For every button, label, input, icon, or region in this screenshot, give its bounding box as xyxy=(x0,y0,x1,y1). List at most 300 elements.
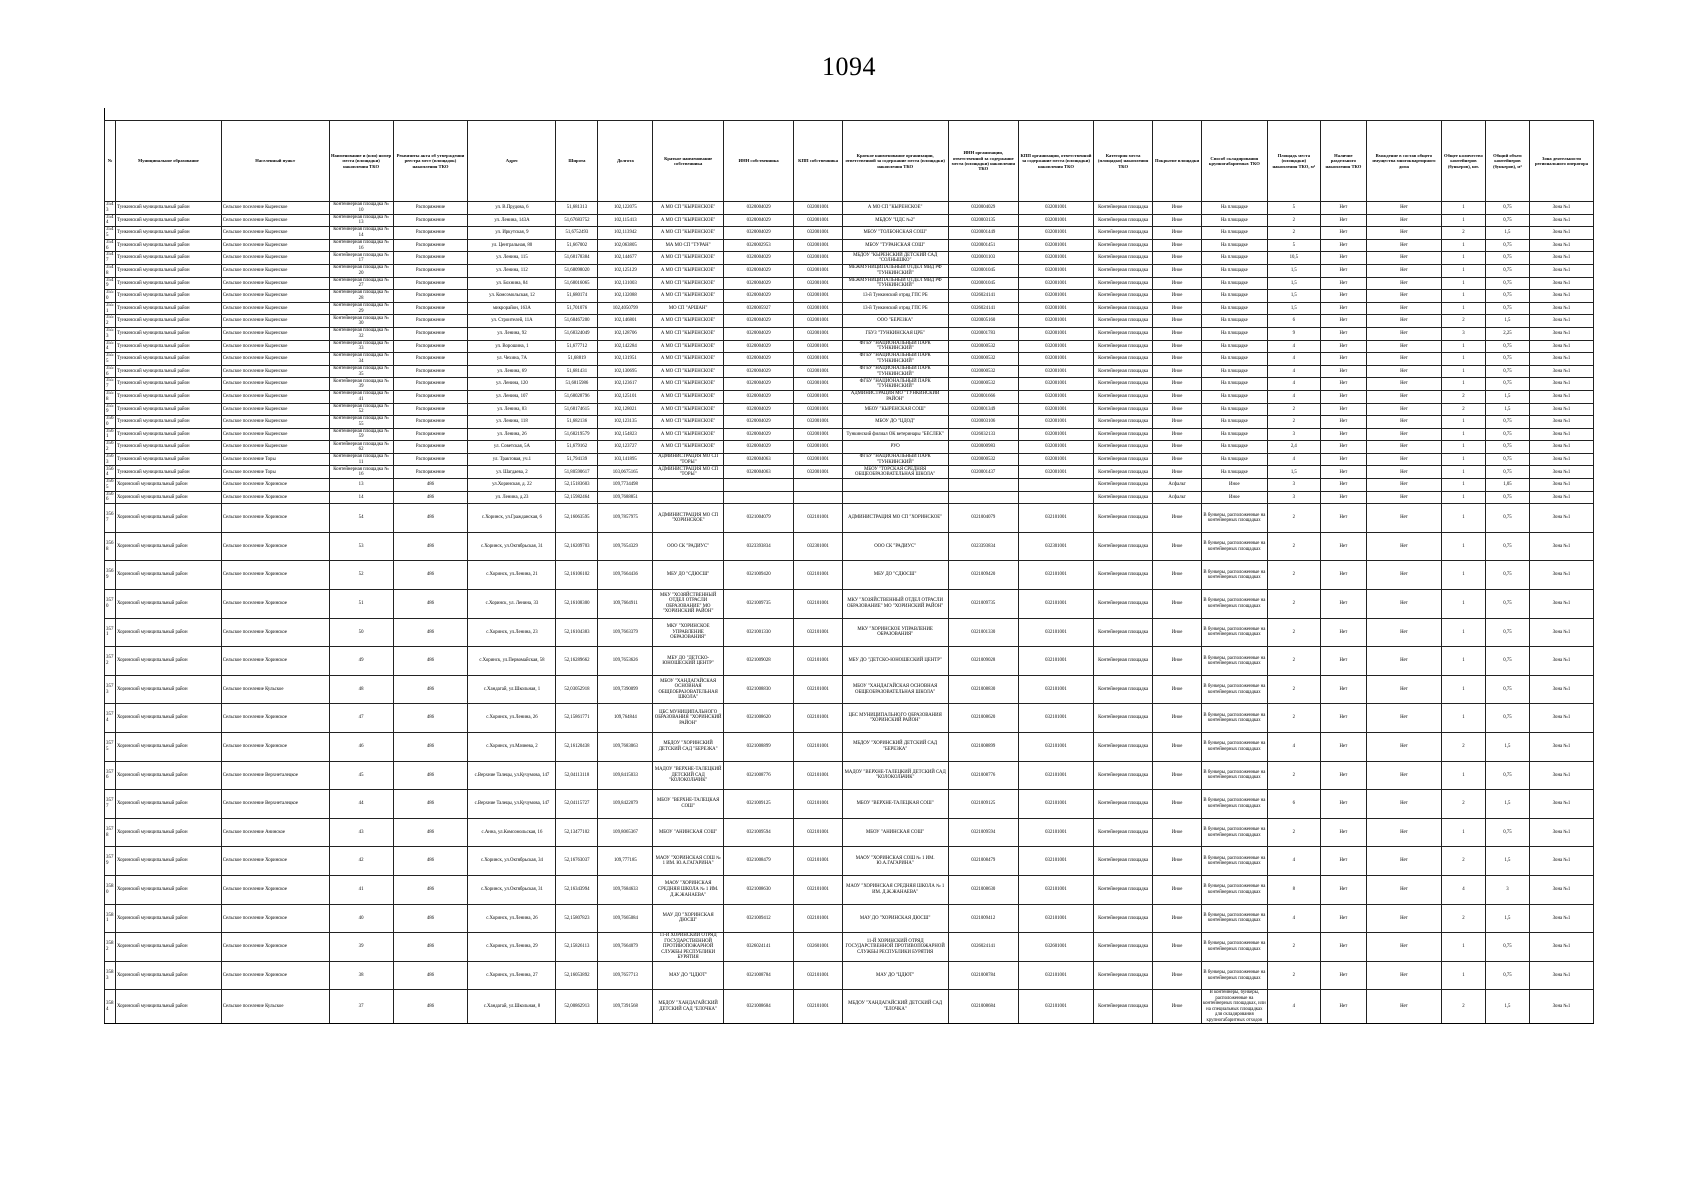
cell-zone: Зона №1 xyxy=(1529,252,1593,265)
cell-org-inn: 0321009420 xyxy=(948,561,1018,590)
col-header-surface: Покрытие площадки xyxy=(1153,121,1201,202)
cell-surface: Иное xyxy=(1153,875,1201,904)
cell-longitude: 109,777185 xyxy=(598,847,653,876)
cell-number: 3567 xyxy=(105,504,116,533)
cell-org-inn: 0321009594 xyxy=(948,818,1018,847)
cell-act: 486 xyxy=(393,961,468,990)
cell-address: с.Хоринск, ул.Ленина, 26 xyxy=(468,704,556,733)
col-header-longitude: Долгота xyxy=(598,121,653,202)
cell-owner: А МО СП "КЫРЕНСКОЕ" xyxy=(653,227,723,240)
cell-municipality: Хоринский муниципальный район xyxy=(116,504,222,533)
cell-owner-kpp: 032301001 xyxy=(794,532,842,561)
cell-owner: 11-Й ХОРИНСКИЙ ОТРЯД ГОСУДАРСТВЕННОЙ ПРОТИВОПОЖАРНОЙ СЛУЖБЫ РЕСПУБЛИКИ БУРЯТИЯ xyxy=(653,933,723,962)
cell-act: 486 xyxy=(393,561,468,590)
cell-common-property: Нет xyxy=(1367,252,1442,265)
cell-municipality: Хоринский муниципальный район xyxy=(116,933,222,962)
cell-settlement: Сельское поселение Кыренское xyxy=(221,315,329,328)
cell-address: ул. Ленина, 92 xyxy=(468,327,556,340)
cell-longitude: 102,154823 xyxy=(598,428,653,441)
cell-owner-inn: 0320002953 xyxy=(723,239,793,252)
cell-container-count: 1 xyxy=(1441,761,1485,790)
cell-site-name: Контейнерная площадка № 62 xyxy=(329,441,393,454)
cell-separate: Нет xyxy=(1320,252,1366,265)
cell-settlement: Сельское поселение Кульское xyxy=(221,990,329,1024)
cell-org: ЦБС МУНИЦИПАЛЬНОГО ОБРАЗОВАНИЯ "ХОРИНСКИЙ РАЙОН" xyxy=(842,704,948,733)
cell-storage: В бункеры, расположенные на контейнерных площадках xyxy=(1201,733,1267,762)
cell-settlement: Сельское поселение Кыренское xyxy=(221,327,329,340)
cell-owner-inn: 0320004029 xyxy=(723,390,793,403)
cell-owner-kpp: 032101001 xyxy=(794,818,842,847)
cell-zone: Зона №1 xyxy=(1529,214,1593,227)
cell-container-count: 1 xyxy=(1441,378,1485,391)
cell-area: 2 xyxy=(1267,416,1320,429)
cell-org-inn: 0320001349 xyxy=(948,403,1018,416)
cell-owner-inn: 0320004029 xyxy=(723,416,793,429)
cell-surface: Иное xyxy=(1153,227,1201,240)
cell-container-volume: 2,25 xyxy=(1485,327,1529,340)
cell-latitude: 51,680174 xyxy=(556,290,598,303)
cell-surface: Иное xyxy=(1153,532,1201,561)
cell-area: 9 xyxy=(1267,327,1320,340)
table-body xyxy=(105,202,1594,1024)
cell-separate: Нет xyxy=(1320,933,1366,962)
cell-owner-kpp: 032101001 xyxy=(794,590,842,619)
cell-separate: Нет xyxy=(1320,466,1366,479)
cell-category: Контейнерная площадка xyxy=(1093,479,1152,492)
cell-number: 3570 xyxy=(105,590,116,619)
cell-surface: Иное xyxy=(1153,818,1201,847)
cell-address: с.Хоринск, ул.Октябрьская, 31 xyxy=(468,875,556,904)
cell-municipality: Тункинский муниципальный район xyxy=(116,378,222,391)
cell-category: Контейнерная площадка xyxy=(1093,416,1152,429)
cell-number: 3569 xyxy=(105,561,116,590)
cell-zone: Зона №1 xyxy=(1529,416,1593,429)
cell-container-count: 2 xyxy=(1441,904,1485,933)
cell-container-volume: 0,75 xyxy=(1485,277,1529,290)
cell-owner-inn: 0320004029 xyxy=(723,378,793,391)
cell-category: Контейнерная площадка xyxy=(1093,403,1152,416)
cell-common-property: Нет xyxy=(1367,315,1442,328)
cell-act: Распоряжение xyxy=(393,239,468,252)
cell-owner xyxy=(653,479,723,492)
cell-container-count: 1 xyxy=(1441,441,1485,454)
cell-municipality: Тункинский муниципальный район xyxy=(116,353,222,366)
cell-org: ФГБУ "НАЦИОНАЛЬНЫЙ ПАРК "ТУНКИНСКИЙ" xyxy=(842,453,948,466)
cell-category: Контейнерная площадка xyxy=(1093,252,1152,265)
cell-org-kpp: 032001001 xyxy=(1019,390,1094,403)
cell-site-name: 13 xyxy=(329,479,393,492)
cell-settlement: Сельское поселение Хоринское xyxy=(221,961,329,990)
cell-settlement: Сельское поселение Кыренское xyxy=(221,290,329,303)
cell-zone: Зона №1 xyxy=(1529,453,1593,466)
cell-act: 486 xyxy=(393,933,468,962)
cell-settlement: Сельское поселение Кыренское xyxy=(221,428,329,441)
cell-org-kpp: 032301001 xyxy=(1019,532,1094,561)
cell-common-property: Нет xyxy=(1367,378,1442,391)
cell-owner-kpp: 032001001 xyxy=(794,264,842,277)
cell-address: ул. Ленина, 120 xyxy=(468,378,556,391)
cell-municipality: Тункинский муниципальный район xyxy=(116,214,222,227)
cell-zone: Зона №1 xyxy=(1529,441,1593,454)
cell-address: ул. Ленина, 83 xyxy=(468,403,556,416)
cell-container-volume: 1,5 xyxy=(1485,847,1529,876)
cell-act: Распоряжение xyxy=(393,403,468,416)
cell-separate: Нет xyxy=(1320,647,1366,676)
cell-municipality: Тункинский муниципальный район xyxy=(116,302,222,315)
col-header-number: № xyxy=(105,121,116,202)
cell-org: МЕЖМУНИЦИПАЛЬНЫЙ ОТДЕЛ МВД РФ "ТУНКИНСКИЙ" xyxy=(842,264,948,277)
cell-owner: МО СП "АРШАН" xyxy=(653,302,723,315)
cell-org-kpp: 032101001 xyxy=(1019,875,1094,904)
cell-municipality: Тункинский муниципальный район xyxy=(116,227,222,240)
cell-area: 6 xyxy=(1267,790,1320,819)
cell-owner: МКУ "ХОРИНСКОЕ УПРАВЛЕНИЕ ОБРАЗОВАНИЯ" xyxy=(653,618,723,647)
cell-longitude: 109,7653626 xyxy=(598,647,653,676)
cell-zone: Зона №1 xyxy=(1529,290,1593,303)
cell-number: 3563 xyxy=(106,453,114,465)
cell-storage: В бункеры, расположенные на контейнерных площадках xyxy=(1201,618,1267,647)
cell-latitude: 51,681313 xyxy=(556,202,598,215)
cell-surface: Иное xyxy=(1153,933,1201,962)
cell-org-kpp: 032001001 xyxy=(1019,302,1094,315)
cell-owner: А МО СП "КЫРЕНСКОЕ" xyxy=(653,214,723,227)
cell-area: 1,5 xyxy=(1267,302,1320,315)
cell-area: 3 xyxy=(1267,479,1320,492)
table-row xyxy=(105,264,1594,277)
cell-address: с.Анна, ул.Комсомольская, 16 xyxy=(468,818,556,847)
cell-number: 3545 xyxy=(106,227,114,238)
table-row xyxy=(105,790,1594,819)
cell-common-property: Нет xyxy=(1367,491,1442,504)
cell-act: 486 xyxy=(393,704,468,733)
cell-longitude: 109,764844 xyxy=(598,704,653,733)
table-row xyxy=(105,214,1594,227)
cell-zone: Зона №1 xyxy=(1529,675,1593,704)
cell-common-property: Нет xyxy=(1367,466,1442,479)
cell-separate: Нет xyxy=(1320,365,1366,378)
cell-owner: МКУ "ХОЗЯЙСТВЕННЫЙ ОТДЕЛ ОТРАСЛИ ОБРАЗОВАНИЕ" МО "ХОРИНСКИЙ РАЙОН" xyxy=(653,590,723,619)
cell-org-inn: 0326024141 xyxy=(948,302,1018,315)
table-row xyxy=(105,302,1594,315)
cell-surface: Иное xyxy=(1153,904,1201,933)
cell-latitude: 51,68174615 xyxy=(556,403,598,416)
cell-org-kpp: 032001001 xyxy=(1019,290,1094,303)
cell-storage: В бункеры, расположенные на контейнерных площадках xyxy=(1201,590,1267,619)
cell-owner-inn: 0321008620 xyxy=(723,704,793,733)
cell-owner: А МО СП "КЫРЕНСКОЕ" xyxy=(653,416,723,429)
cell-act: Распоряжение xyxy=(393,441,468,454)
cell-longitude: 109,7664079 xyxy=(598,933,653,962)
cell-storage: На площадке xyxy=(1201,441,1267,454)
cell-area: 2 xyxy=(1267,214,1320,227)
cell-area: 4 xyxy=(1267,365,1320,378)
cell-number: 3576 xyxy=(105,761,116,790)
cell-site-name: Контейнерная площадка № 14 xyxy=(329,227,393,240)
cell-storage: На площадке xyxy=(1201,302,1267,315)
cell-org: МБОУ "ТОЛБОНСКАЯ СОШ" xyxy=(842,227,948,240)
cell-longitude: 102,144677 xyxy=(598,252,653,265)
cell-org-inn: 0320001045 xyxy=(948,264,1018,277)
cell-act: Распоряжение xyxy=(393,277,468,290)
cell-area: 3 xyxy=(1267,491,1320,504)
cell-org-inn: 0320001451 xyxy=(948,239,1018,252)
cell-number: 3557 xyxy=(106,378,114,390)
cell-number: 3582 xyxy=(105,933,116,962)
table-row xyxy=(105,818,1594,847)
cell-org: ФГБУ "НАЦИОНАЛЬНЫЙ ПАРК "ТУНКИНСКИЙ" xyxy=(842,378,948,391)
cell-address: ул. Чехина, 7А xyxy=(468,353,556,366)
cell-container-count: 1 xyxy=(1441,239,1485,252)
cell-category: Контейнерная площадка xyxy=(1093,202,1152,215)
cell-settlement: Сельское поселение Кыренское xyxy=(221,340,329,353)
cell-owner: А МО СП "КЫРЕНСКОЕ" xyxy=(653,365,723,378)
cell-latitude: 51,67683752 xyxy=(556,214,598,227)
cell-surface: Иное xyxy=(1153,961,1201,990)
cell-owner-kpp: 032001001 xyxy=(794,315,842,328)
cell-site-name: 38 xyxy=(329,961,393,990)
cell-site-name: 54 xyxy=(329,504,393,533)
cell-owner: МБУ ДО "СДЮСШ" xyxy=(653,561,723,590)
cell-area: 4 xyxy=(1267,390,1320,403)
cell-surface: Иное xyxy=(1153,847,1201,876)
cell-org-kpp: 032001001 xyxy=(1019,252,1094,265)
cell-owner-kpp: 032001001 xyxy=(794,252,842,265)
cell-latitude: 52,16120438 xyxy=(556,733,598,762)
cell-container-count: 1 xyxy=(1441,428,1485,441)
cell-org-inn: 0320001437 xyxy=(948,466,1018,479)
cell-number: 3552 xyxy=(106,315,114,327)
cell-storage: На площадке xyxy=(1201,315,1267,328)
cell-owner-kpp: 032001001 xyxy=(794,353,842,366)
cell-zone: Зона №1 xyxy=(1529,327,1593,340)
table-row xyxy=(105,378,1594,391)
cell-container-volume: 0,75 xyxy=(1485,202,1529,215)
cell-common-property: Нет xyxy=(1367,561,1442,590)
cell-owner-inn: 0321008776 xyxy=(723,761,793,790)
cell-org: РУО xyxy=(842,441,948,454)
cell-org-kpp: 032101001 xyxy=(1019,790,1094,819)
cell-owner-kpp: 032001001 xyxy=(794,466,842,479)
cell-org-kpp: 032001001 xyxy=(1019,365,1094,378)
cell-longitude: 102,123135 xyxy=(598,416,653,429)
cell-zone: Зона №1 xyxy=(1529,647,1593,676)
cell-container-count: 1 xyxy=(1441,491,1485,504)
cell-latitude: 52,16106102 xyxy=(556,561,598,590)
cell-container-volume: 0,75 xyxy=(1485,290,1529,303)
cell-site-name: Контейнерная площадка № 28 xyxy=(329,290,393,303)
table-row xyxy=(105,202,1594,215)
cell-latitude: 52,16343994 xyxy=(556,875,598,904)
cell-category: Контейнерная площадка xyxy=(1093,675,1152,704)
cell-separate: Нет xyxy=(1320,416,1366,429)
cell-settlement: Сельское поселение Хоринское xyxy=(221,491,329,504)
cell-settlement: Сельское поселение Хоринское xyxy=(221,875,329,904)
cell-latitude: 51,68028796 xyxy=(556,390,598,403)
cell-container-volume: 0,75 xyxy=(1485,302,1529,315)
cell-settlement: Сельское поселение Кульское xyxy=(221,675,329,704)
cell-owner: А МО СП "КЫРЕНСКОЕ" xyxy=(653,327,723,340)
table-row xyxy=(105,491,1594,504)
cell-act: 486 xyxy=(393,532,468,561)
cell-municipality: Тункинский муниципальный район xyxy=(116,239,222,252)
cell-storage: В бункеры, расположенные на контейнерных площадках xyxy=(1201,933,1267,962)
cell-latitude: 52,04113118 xyxy=(556,761,598,790)
cell-container-count: 1 xyxy=(1441,933,1485,962)
cell-longitude: 102,131951 xyxy=(598,353,653,366)
cell-act: Распоряжение xyxy=(393,466,468,479)
cell-owner-inn: 0320004063 xyxy=(723,466,793,479)
cell-settlement: Сельское поселение Верхнеталецкое xyxy=(221,790,329,819)
cell-area: 2 xyxy=(1267,504,1320,533)
cell-address: с.Хоринск, ул.Мачнева, 2 xyxy=(468,733,556,762)
cell-zone: Зона №1 xyxy=(1529,466,1593,479)
cell-municipality: Хоринский муниципальный район xyxy=(116,818,222,847)
cell-org-kpp: 032001001 xyxy=(1019,327,1094,340)
cell-container-count: 2 xyxy=(1441,790,1485,819)
cell-settlement: Сельское поселение Хоринское xyxy=(221,704,329,733)
cell-container-count: 1 xyxy=(1441,453,1485,466)
cell-number: 3556 xyxy=(106,365,114,377)
cell-latitude: 51,68324049 xyxy=(556,327,598,340)
cell-settlement: Сельское поселение Торы xyxy=(221,453,329,466)
cell-act: Распоряжение xyxy=(393,416,468,429)
cell-owner: А МО СП "КЫРЕНСКОЕ" xyxy=(653,390,723,403)
cell-org-inn: 0321008776 xyxy=(948,761,1018,790)
cell-separate: Нет xyxy=(1320,227,1366,240)
cell-org: МБОУ "ХАНДАГАЙСКАЯ ОСНОВНАЯ ОБЩЕОБРАЗОВАТЕЛЬНАЯ ШКОЛА" xyxy=(842,675,948,704)
cell-container-count: 1 xyxy=(1441,214,1485,227)
cell-act: 486 xyxy=(393,491,468,504)
cell-number: 3544 xyxy=(106,214,114,226)
table-row xyxy=(105,590,1594,619)
cell-address: ул. Бохнина, 84 xyxy=(468,277,556,290)
cell-org: МАУ ДО "ЦДЮТ" xyxy=(842,961,948,990)
cell-owner: А МО СП "КЫРЕНСКОЕ" xyxy=(653,353,723,366)
cell-site-name: Контейнерная площадка № 16 xyxy=(329,466,393,479)
cell-site-name: 51 xyxy=(329,590,393,619)
cell-org: МБОУ "ВЕРХНЕ-ТАЛЕЦКАЯ СОШ" xyxy=(842,790,948,819)
cell-org-inn: 0320003135 xyxy=(948,214,1018,227)
cell-longitude: 109,7664911 xyxy=(598,590,653,619)
cell-site-name: 53 xyxy=(329,532,393,561)
cell-act: 486 xyxy=(393,504,468,533)
cell-address: ул. Центральная, 80 xyxy=(468,239,556,252)
cell-org-kpp: 032001001 xyxy=(1019,340,1094,353)
cell-separate: Нет xyxy=(1320,202,1366,215)
cell-storage: На площадке xyxy=(1201,390,1267,403)
cell-zone: Зона №1 xyxy=(1529,561,1593,590)
cell-category: Контейнерная площадка xyxy=(1093,761,1152,790)
cell-org-inn: 0326024141 xyxy=(948,290,1018,303)
cell-org-kpp: 032001001 xyxy=(1019,227,1094,240)
cell-number: 3553 xyxy=(106,327,114,339)
cell-category: Контейнерная площадка xyxy=(1093,875,1152,904)
cell-site-name: 42 xyxy=(329,847,393,876)
cell-org: МБДОУ "ХАНДАГАЙСКИЙ ДЕТСКИЙ САД "ЕЛОЧКА" xyxy=(842,990,948,1024)
cell-surface: Иное xyxy=(1153,290,1201,303)
cell-number: 3579 xyxy=(105,847,116,876)
cell-category: Контейнерная площадка xyxy=(1093,818,1152,847)
cell-container-count: 4 xyxy=(1441,875,1485,904)
cell-longitude: 102,130695 xyxy=(598,365,653,378)
cell-longitude: 109,7654329 xyxy=(598,532,653,561)
cell-number: 3547 xyxy=(106,252,114,264)
cell-org-inn: 0321009412 xyxy=(948,904,1018,933)
cell-category: Контейнерная площадка xyxy=(1093,290,1152,303)
cell-org-inn: 0321008899 xyxy=(948,733,1018,762)
cell-owner-inn xyxy=(723,491,793,504)
cell-settlement: Сельское поселение Хоринское xyxy=(221,904,329,933)
cell-storage: На площадке xyxy=(1201,365,1267,378)
cell-municipality: Тункинский муниципальный район xyxy=(116,290,222,303)
cell-municipality: Хоринский муниципальный район xyxy=(116,532,222,561)
cell-longitude: 102,125101 xyxy=(598,390,653,403)
cell-area: 1,5 xyxy=(1267,264,1320,277)
cell-separate: Нет xyxy=(1320,428,1366,441)
cell-settlement: Сельское поселение Кыренское xyxy=(221,214,329,227)
cell-storage: На площадке xyxy=(1201,327,1267,340)
cell-surface: Иное xyxy=(1153,561,1201,590)
cell-municipality: Тункинский муниципальный район xyxy=(116,315,222,328)
cell-municipality: Тункинский муниципальный район xyxy=(116,403,222,416)
cell-category: Контейнерная площадка xyxy=(1093,214,1152,227)
cell-area: 4 xyxy=(1267,378,1320,391)
cell-org-inn: 0320001045 xyxy=(948,277,1018,290)
cell-address: с.Хоринск, ул.Первомайская, 58 xyxy=(468,647,556,676)
cell-owner-inn: 0321001330 xyxy=(723,618,793,647)
cell-owner: А МО СП "КЫРЕНСКОЕ" xyxy=(653,378,723,391)
cell-latitude: 51,677712 xyxy=(556,340,598,353)
cell-address: с.Хоринск, ул.Октябрьская, 34 xyxy=(468,847,556,876)
cell-site-name: 43 xyxy=(329,818,393,847)
cell-org: МБОУ "АНИНСКАЯ СОШ" xyxy=(842,818,948,847)
cell-area: 2 xyxy=(1267,590,1320,619)
cell-owner-kpp: 032001001 xyxy=(794,365,842,378)
cell-address: ул. Ворошина, 1 xyxy=(468,340,556,353)
cell-owner-kpp: 032001001 xyxy=(794,202,842,215)
cell-longitude: 102,123617 xyxy=(598,378,653,391)
cell-act: Распоряжение xyxy=(393,365,468,378)
cell-area: 3 xyxy=(1267,428,1320,441)
cell-address: ул. Советская, 5А xyxy=(468,441,556,454)
cell-container-count: 2 xyxy=(1441,390,1485,403)
cell-org-kpp: 032101001 xyxy=(1019,961,1094,990)
cell-number: 3549 xyxy=(106,277,114,289)
cell-owner: МАОУ "ХОРИНСКАЯ СРЕДНЯЯ ШКОЛА № 1 ИМ. Д.Ж.ЖАНАЕВА" xyxy=(653,875,723,904)
cell-container-count: 1 xyxy=(1441,561,1485,590)
cell-container-volume: 1,5 xyxy=(1485,904,1529,933)
cell-common-property: Нет xyxy=(1367,675,1442,704)
cell-category: Контейнерная площадка xyxy=(1093,904,1152,933)
table-row xyxy=(105,933,1594,962)
cell-area: 4 xyxy=(1267,733,1320,762)
cell-storage: В контейнеры, бункеры, расположенные на контейнерных площадках, или на специальных площадках для складирования крупногабаритных отходов xyxy=(1203,990,1266,1023)
cell-container-count: 1 xyxy=(1441,618,1485,647)
cell-surface: Иное xyxy=(1153,264,1201,277)
cell-org: ФГБУ "НАЦИОНАЛЬНЫЙ ПАРК "ТУНКИНСКИЙ" xyxy=(842,353,948,366)
cell-latitude: 51,794139 xyxy=(556,453,598,466)
cell-act: 486 xyxy=(393,733,468,762)
cell-number: 3573 xyxy=(105,675,116,704)
cell-owner-inn: 0320004029 xyxy=(723,315,793,328)
cell-number: 3555 xyxy=(106,353,114,364)
cell-longitude: 102,128706 xyxy=(598,327,653,340)
cell-storage: В бункеры, расположенные на контейнерных площадках xyxy=(1201,818,1267,847)
cell-common-property: Нет xyxy=(1367,327,1442,340)
cell-settlement: Сельское поселение Кыренское xyxy=(221,353,329,366)
cell-address: ул. Ленина, 118 xyxy=(468,416,556,429)
cell-surface: Иное xyxy=(1153,403,1201,416)
